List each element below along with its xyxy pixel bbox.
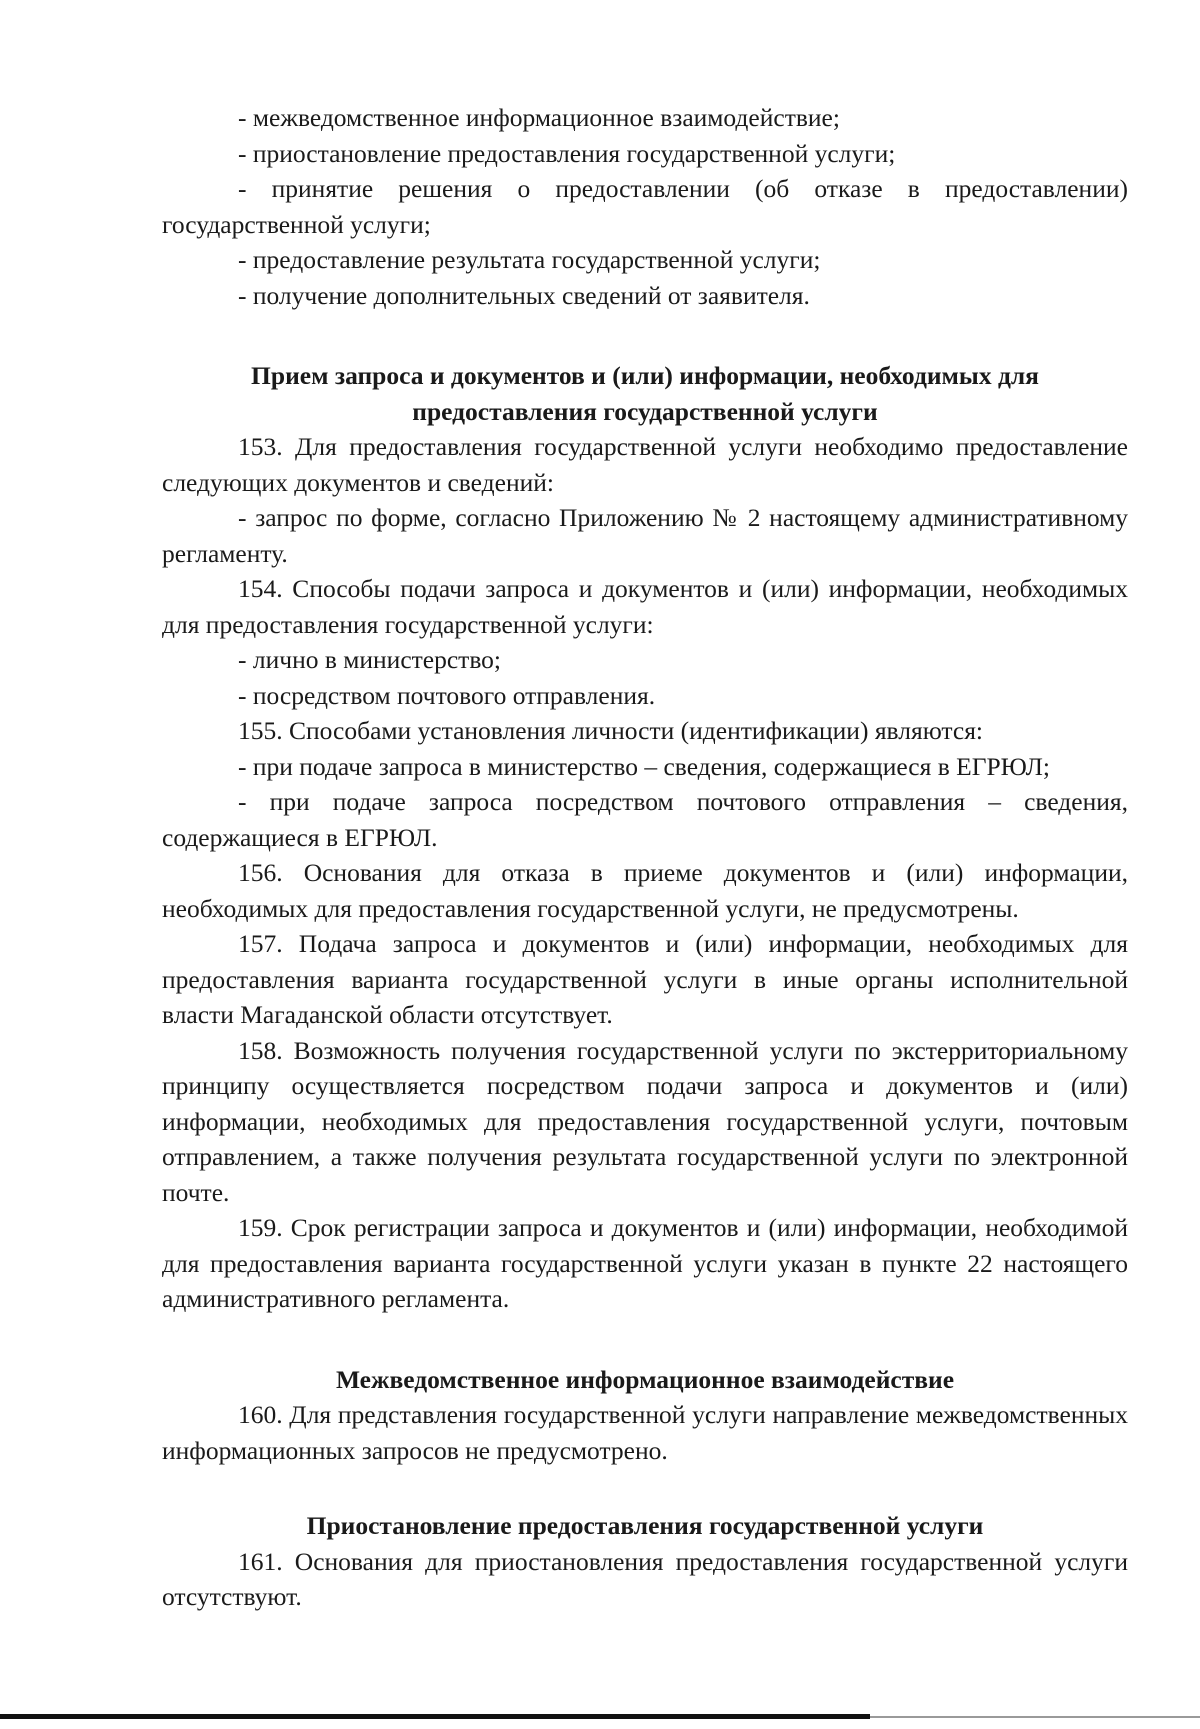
paragraph-153: 153. Для предоставления государственной услуги необходимо предоставление следующих документов и сведений: <box>162 432 1128 497</box>
paragraph-request-form: - запрос по форме, согласно Приложению № 2 настоящему административному регламенту. <box>162 503 1128 568</box>
list-item: - при подаче запроса в министерство – сведения, содержащиеся в ЕГРЮЛ; <box>238 751 1050 781</box>
paragraph-155: 155. Способами установления личности (идентификации) являются: <box>238 716 984 745</box>
list-item: - посредством почтового отправления. <box>238 680 656 710</box>
document-page <box>162 100 1128 1615</box>
list-item: - приостановление предоставления государственной услуги; <box>238 138 896 168</box>
paragraph-157: 157. Подача запроса и документов и (или) информации, необходимых для предоставления варианта государственной услуги в иные органы исполнительной власти Магаданской области отсутствует. <box>162 929 1128 1029</box>
list-item: - получение дополнительных сведений от заявителя. <box>238 280 810 310</box>
list-item: - межведомственное информационное взаимодействие; <box>238 103 840 132</box>
paragraph-160: 160. Для представления государственной услуги направление межведомственных информационных запросов не предусмотрено. <box>162 1400 1128 1465</box>
section-gap <box>162 1468 1128 1508</box>
section-gap <box>162 1317 1128 1362</box>
paragraph-158: 158. Возможность получения государственной услуги по экстерриториальному принципу осуществляется посредством подачи запроса и документов и (или) информации, необходимых для предоставления государственной услуги, почтовым отправлением, а также получения результата государственной услуги по электронной почте. <box>162 1035 1128 1207</box>
section-heading: Межведомственное информационное взаимодействие <box>335 1364 955 1394</box>
paragraph-159: 159. Срок регистрации запроса и документов и (или) информации, необходимой для предоставления варианта государственной услуги указан в пункте 22 настоящего административного регламента. <box>162 1213 1128 1313</box>
list-item: - лично в министерство; <box>238 645 502 674</box>
list-item: - предоставление результата государственной услуги; <box>238 245 821 274</box>
list-item: - при подаче запроса посредством почтового отправления – сведения, содержащиеся в ЕГРЮЛ. <box>162 787 1128 852</box>
section-heading: Прием запроса и документов и (или) информации, необходимых для предоставления государственной услуги <box>251 361 1039 426</box>
section-heading: Приостановление предоставления государственной услуги <box>306 1511 984 1540</box>
section-gap <box>162 313 1128 358</box>
paragraph-156: 156. Основания для отказа в приеме документов и (или) информации, необходимых для предоставления государственной услуги, не предусмотрены. <box>162 858 1128 923</box>
scan-edge-rule-tail <box>870 1716 1200 1718</box>
scan-edge-rule <box>0 1714 870 1719</box>
paragraph-154: 154. Способы подачи запроса и документов и (или) информации, необходимых для предоставления государственной услуги: <box>162 574 1128 639</box>
list-item: - принятие решения о предоставлении (об отказе в предоставлении) государственной услуги; <box>162 174 1128 239</box>
paragraph-161: 161. Основания для приостановления предоставления государственной услуги отсутствуют. <box>162 1546 1128 1611</box>
